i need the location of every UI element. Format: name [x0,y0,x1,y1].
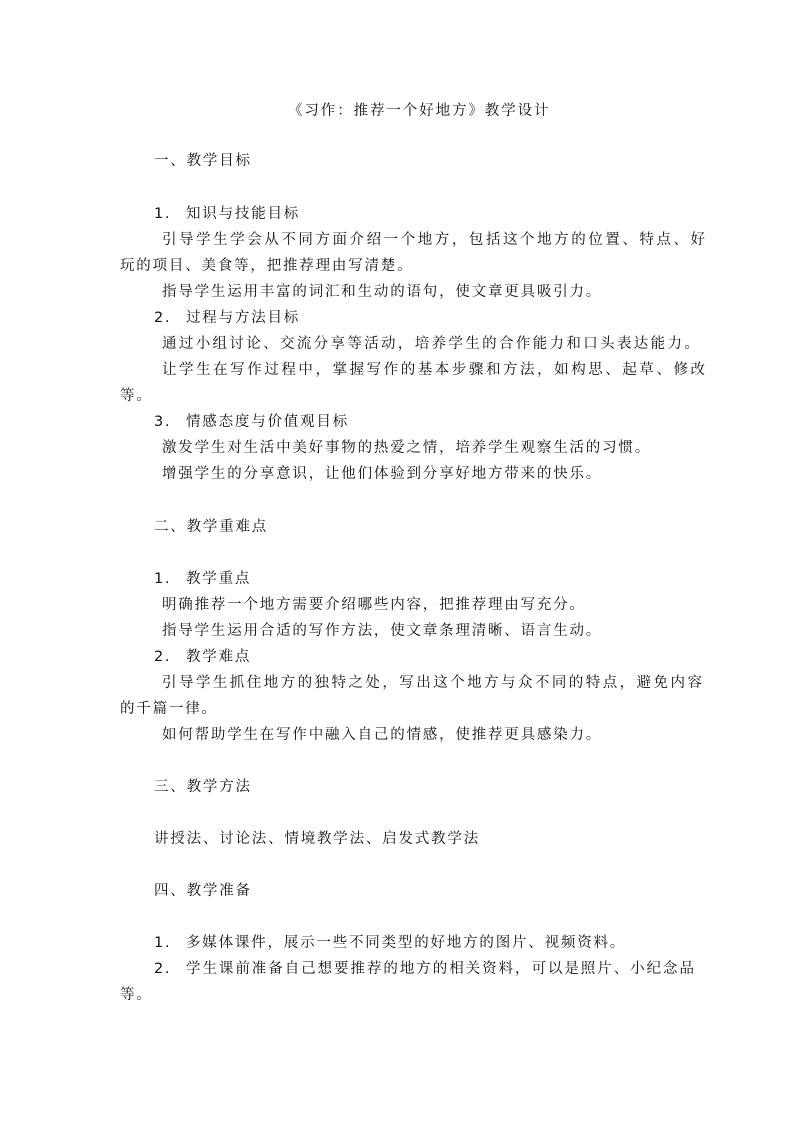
section-2-heading: 二、教学重难点 [154,519,269,535]
s2-item2-paragraph2: 如何帮助学生在写作中融入自己的情感，使推荐更具感染力。 [162,727,603,743]
s1-item3-paragraph1: 激发学生对生活中美好事物的热爱之情，培养学生观察生活的习惯。 [162,440,651,456]
s1-item3-label: 情感态度与价值观目标 [186,414,349,430]
s2-item1-number: 1. [154,571,172,587]
s2-item2-number: 2. [154,649,172,665]
s1-item2-paragraph2-line2: 等。 [120,388,153,404]
s1-item1-label: 知识与技能目标 [186,206,301,222]
s4-item1-text: 多媒体课件，展示一些不同类型的好地方的图片、视频资料。 [186,935,627,951]
s4-item1-number: 1. [154,935,172,951]
s1-item3-paragraph2: 增强学生的分享意识，让他们体验到分享好地方带来的快乐。 [162,466,603,482]
s2-item1-label: 教学重点 [186,571,252,587]
s2-item2-paragraph1-line1: 引导学生抓住地方的独特之处，写出这个地方与众不同的特点，避免内容 [162,675,705,691]
s3-content: 讲授法、讨论法、情境教学法、启发式教学法 [154,831,480,847]
s2-item1-paragraph1: 明确推荐一个地方需要介绍哪些内容，把推荐理由写充分。 [162,597,586,613]
s2-item2-paragraph1-line2: 的千篇一律。 [120,701,218,717]
s1-item2-paragraph2-line1: 让学生在写作过程中，掌握写作的基本步骤和方法，如构思、起草、修改 [162,362,708,378]
s1-item1-paragraph1-line2: 玩的项目、美食等，把推荐理由写清楚。 [120,258,414,274]
document-title: 《习作：推荐一个好地方》教学设计 [288,103,551,119]
s2-item1-paragraph2: 指导学生运用合适的写作方法，使文章条理清晰、语言生动。 [162,623,603,639]
s1-item3-number: 3. [154,414,172,430]
s1-item2-number: 2. [154,310,172,326]
section-1-heading: 一、教学目标 [154,153,252,169]
s1-item2-paragraph1: 通过小组讨论、交流分享等活动，培养学生的合作能力和口头表达能力。 [162,336,702,352]
section-4-heading: 四、教学准备 [154,883,252,899]
s1-item1-paragraph2: 指导学生运用丰富的词汇和生动的语句，使文章更具吸引力。 [162,284,603,300]
section-3-heading: 三、教学方法 [154,779,252,795]
s4-item2-text-line1: 学生课前准备自己想要推荐的地方的相关资料，可以是照片、小纪念品 [186,961,696,977]
s2-item2-label: 教学难点 [186,649,252,665]
s1-item2-label: 过程与方法目标 [186,310,301,326]
s1-item1-paragraph1-line1: 引导学生学会从不同方面介绍一个地方，包括这个地方的位置、特点、好 [162,232,708,248]
s1-item1-number: 1. [154,206,172,222]
s4-item2-text-line2: 等。 [120,987,153,1003]
s4-item2-number: 2. [154,961,172,977]
